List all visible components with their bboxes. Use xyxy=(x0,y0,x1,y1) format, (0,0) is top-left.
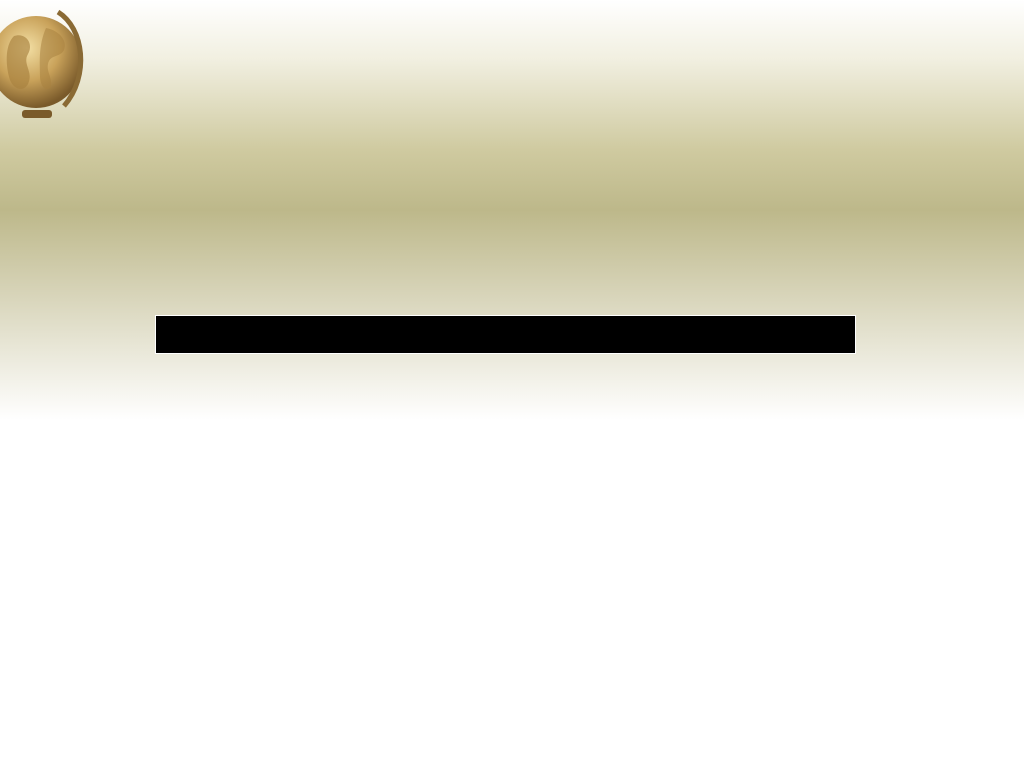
globe-image xyxy=(0,6,90,126)
section-banner xyxy=(155,315,856,354)
